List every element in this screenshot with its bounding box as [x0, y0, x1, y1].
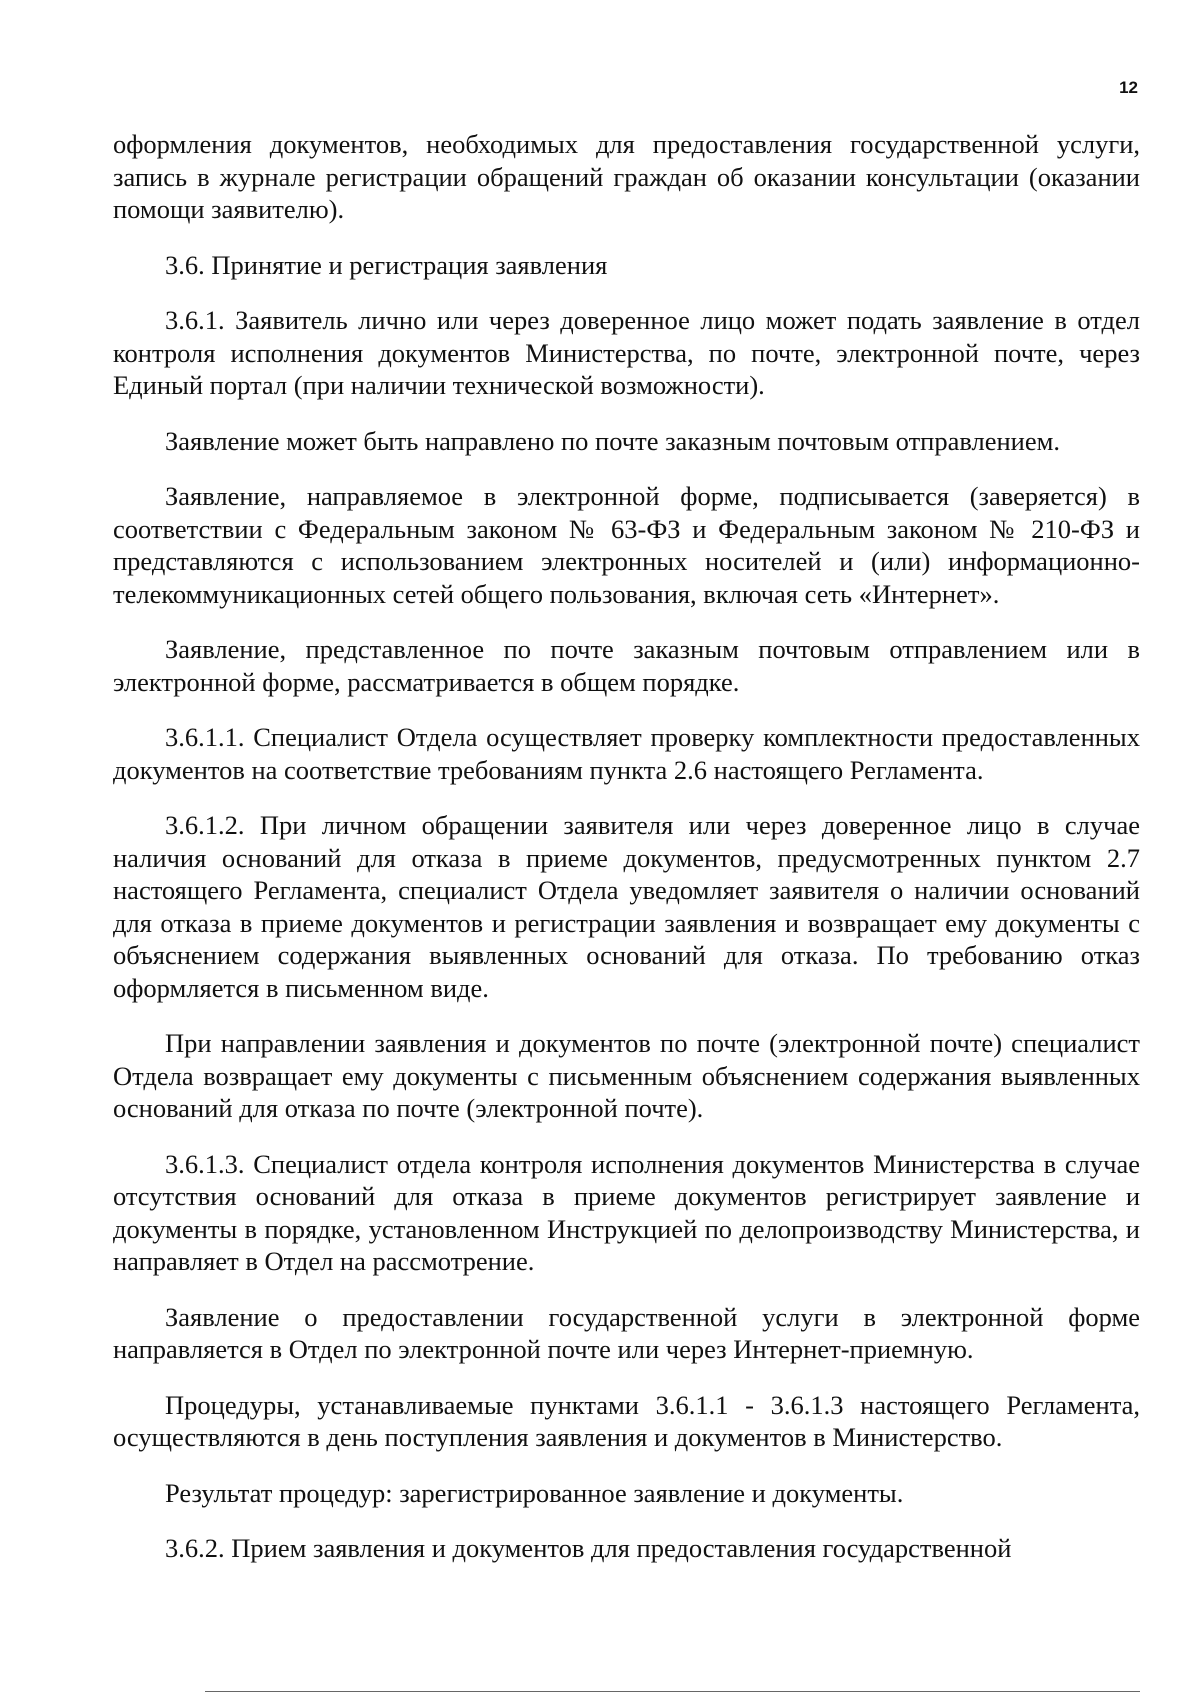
- paragraph-general-order: Заявление, представленное по почте заказным почтовым отправлением или в электронной форме, рассматривается в общем порядке.: [113, 634, 1140, 697]
- paragraph-mail-refusal: При направлении заявления и документов по почте (электронной почте) специалист Отдела возвращает ему документы с письменным объяснением содержания выявленных оснований для отказа по почте (электронной почте).: [113, 1028, 1140, 1123]
- bottom-scan-line: [205, 1691, 1140, 1692]
- paragraph-3-6-1-1: 3.6.1.1. Специалист Отдела осуществляет проверку комплектности предоставленных документов на соответствие требованиям пункта 2.6 настоящего Регламента.: [113, 722, 1140, 785]
- paragraph-3-6-1-2: 3.6.1.2. При личном обращении заявителя или через доверенное лицо в случае наличия оснований для отказа в приеме документов, предусмотренных пунктом 2.7 настоящего Регламента, специалист Отдела уведомляет заявителя о наличии оснований для отказа в приеме документов и регистрации заявления и возвращает ему документы с объяснением содержания выявленных оснований для отказа. По требованию отказ оформляется в письменном виде.: [113, 810, 1140, 1003]
- paragraph-3-6-1: 3.6.1. Заявитель лично или через доверенное лицо может подать заявление в отдел контроля исполнения документов Министерства, по почте, электронной почте, через Единый портал (при наличии технической возможности).: [113, 305, 1140, 400]
- paragraph-continuation: оформления документов, необходимых для предоставления государственной услуги, запись в журнале регистрации обращений граждан об оказании консультации (оказании помощи заявителю).: [113, 129, 1140, 224]
- paragraph-mail-submission: Заявление может быть направлено по почте заказным почтовым отправлением.: [165, 425, 1061, 456]
- document-body: [113, 128, 1140, 1588]
- paragraph-procedure-result: Результат процедур: зарегистрированное заявление и документы.: [165, 1477, 904, 1508]
- paragraph-3-6-1-3: 3.6.1.3. Специалист отдела контроля исполнения документов Министерства в случае отсутствия оснований для отказа в приеме документов регистрирует заявление и документы в порядке, установленном Инструкцией по делопроизводству Министерства, и направляет в Отдел на рассмотрение.: [113, 1148, 1140, 1276]
- section-heading-3-6: 3.6. Принятие и регистрация заявления: [165, 249, 608, 280]
- paragraph-internet-reception: Заявление о предоставлении государственной услуги в электронной форме направляется в Отдел по электронной почте или через Интернет-приемную.: [113, 1301, 1140, 1364]
- page-number: 12: [1119, 78, 1138, 97]
- paragraph-procedures-timing: Процедуры, устанавливаемые пунктами 3.6.1.1 - 3.6.1.3 настоящего Регламента, осуществляются в день поступления заявления и документов в Министерство.: [113, 1389, 1140, 1452]
- paragraph-electronic-form: Заявление, направляемое в электронной форме, подписывается (заверяется) в соответствии с Федеральным законом № 63-ФЗ и Федеральным законом № 210-ФЗ и представляются с использованием электронных носителей и (или) информационно-телекоммуникационных сетей общего пользования, включая сеть «Интернет».: [113, 481, 1140, 609]
- paragraph-3-6-2: 3.6.2. Прием заявления и документов для предоставления государственной: [165, 1533, 1012, 1563]
